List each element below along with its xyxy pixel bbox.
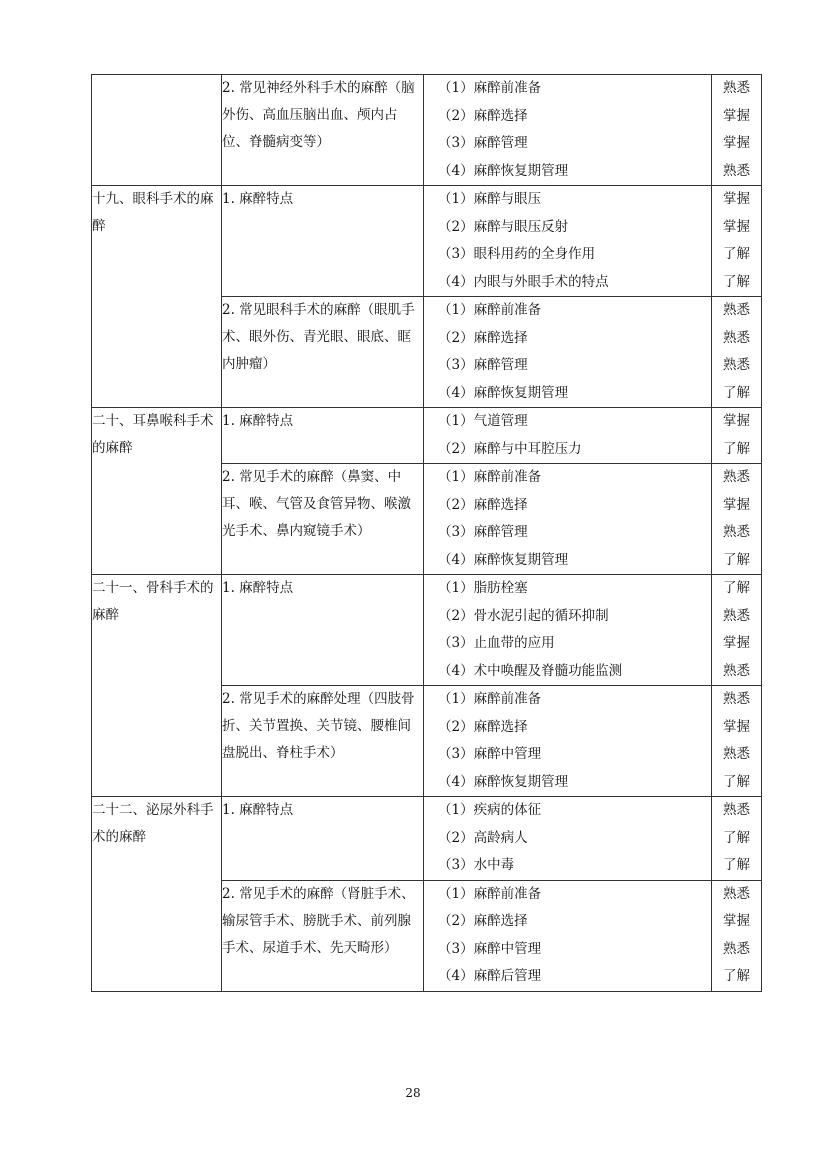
- requirement-level: 熟悉: [723, 357, 750, 373]
- topic-cell: 2. 常见神经外科手术的麻醉（脑外伤、高血压脑出血、颅内占位、脊髓病变等）: [222, 75, 424, 186]
- requirement-level: 了解: [723, 580, 750, 596]
- levels-cell: [712, 686, 762, 797]
- requirement-level: 掌握: [723, 413, 750, 429]
- content-item: （1）麻醉与眼压: [438, 191, 542, 207]
- requirement-level: 了解: [723, 773, 750, 790]
- content-item: （2）麻醉与眼压反射: [438, 218, 569, 235]
- requirement-level: 掌握: [723, 135, 750, 151]
- content-item: （3）麻醉管理: [438, 135, 528, 151]
- items-cell: [424, 575, 712, 686]
- levels-cell: [712, 797, 762, 881]
- unit-cell: 二十一、骨科手术的麻醉: [92, 575, 222, 797]
- levels-cell: [712, 880, 762, 991]
- content-item: （3）麻醉管理: [438, 357, 528, 373]
- content-item: （4）麻醉后管理: [438, 968, 542, 984]
- content-item: （4）麻醉恢复期管理: [438, 162, 569, 179]
- content-item: （3）止血带的应用: [438, 635, 555, 651]
- requirement-level: 熟悉: [723, 885, 750, 902]
- requirement-level: 熟悉: [723, 940, 750, 957]
- requirement-level: 熟悉: [723, 329, 750, 346]
- content-item: （1）疾病的体征: [438, 802, 542, 818]
- requirement-level: 掌握: [723, 107, 750, 124]
- items-cell: [424, 408, 712, 464]
- content-item: （1）麻醉前准备: [438, 885, 542, 902]
- syllabus-table-body: [92, 75, 762, 992]
- unit-cell: 二十二、泌尿外科手术的麻醉: [92, 797, 222, 992]
- topic-cell: 1. 麻醉特点: [222, 575, 424, 686]
- requirement-level: 了解: [723, 551, 750, 568]
- requirement-level: 掌握: [723, 191, 750, 207]
- requirement-level: 熟悉: [723, 662, 750, 679]
- items-cell: [424, 686, 712, 797]
- table-row: [92, 186, 762, 297]
- topic-cell: 1. 麻醉特点: [222, 408, 424, 464]
- content-item: （3）麻醉中管理: [438, 940, 542, 957]
- topic-cell: 2. 常见手术的麻醉（鼻窦、中耳、喉、气管及食管异物、喉激光手术、鼻内窥镜手术）: [222, 464, 424, 575]
- requirement-level: 了解: [723, 246, 750, 262]
- unit-cell: 二十、耳鼻喉科手术的麻醉: [92, 408, 222, 575]
- requirement-level: 了解: [723, 440, 750, 457]
- levels-cell: [712, 408, 762, 464]
- content-item: （2）麻醉选择: [438, 496, 528, 513]
- levels-cell: [712, 575, 762, 686]
- requirement-level: 掌握: [723, 218, 750, 235]
- requirement-level: 掌握: [723, 718, 750, 735]
- items-cell: [424, 75, 712, 186]
- table-row: [92, 75, 762, 186]
- content-item: （3）眼科用药的全身作用: [438, 246, 596, 262]
- items-cell: [424, 797, 712, 881]
- content-item: （1）麻醉前准备: [438, 469, 542, 485]
- content-item: （1）麻醉前准备: [438, 691, 542, 707]
- levels-cell: [712, 297, 762, 408]
- content-item: （4）麻醉恢复期管理: [438, 773, 569, 790]
- content-item: （4）麻醉恢复期管理: [438, 551, 569, 568]
- content-item: （3）麻醉中管理: [438, 746, 542, 762]
- levels-cell: [712, 75, 762, 186]
- items-cell: [424, 186, 712, 297]
- requirement-level: 熟悉: [723, 162, 750, 179]
- requirement-level: 了解: [723, 968, 750, 984]
- content-item: （4）内眼与外眼手术的特点: [438, 273, 609, 290]
- content-item: （1）麻醉前准备: [438, 80, 542, 96]
- content-item: （2）麻醉选择: [438, 329, 528, 346]
- levels-cell: [712, 186, 762, 297]
- requirement-level: 熟悉: [723, 607, 750, 624]
- unit-cell: [92, 75, 222, 186]
- items-cell: [424, 297, 712, 408]
- table-row: [92, 408, 762, 464]
- content-item: （2）骨水泥引起的循环抑制: [438, 607, 609, 624]
- content-item: （4）麻醉恢复期管理: [438, 384, 569, 401]
- requirement-level: 掌握: [723, 496, 750, 513]
- requirement-level: 了解: [723, 857, 750, 873]
- page-number: 28: [405, 1086, 421, 1100]
- content-item: （2）麻醉选择: [438, 107, 528, 124]
- requirement-level: 熟悉: [723, 80, 750, 96]
- content-item: （1）气道管理: [438, 413, 528, 429]
- levels-cell: [712, 464, 762, 575]
- requirement-level: 熟悉: [723, 524, 750, 540]
- syllabus-table: [91, 74, 762, 992]
- topic-cell: 1. 麻醉特点: [222, 797, 424, 881]
- requirement-level: 熟悉: [723, 469, 750, 485]
- content-item: （2）麻醉选择: [438, 913, 528, 929]
- topic-cell: 2. 常见手术的麻醉处理（四肢骨折、关节置换、关节镜、腰椎间盘脱出、脊柱手术）: [222, 686, 424, 797]
- content-item: （3）水中毒: [438, 857, 515, 873]
- requirement-level: 了解: [723, 384, 750, 401]
- requirement-level: 掌握: [723, 635, 750, 651]
- content-item: （1）麻醉前准备: [438, 302, 542, 318]
- items-cell: [424, 880, 712, 991]
- table-row: [92, 575, 762, 686]
- items-cell: [424, 464, 712, 575]
- content-item: （1）脂肪栓塞: [438, 580, 528, 596]
- content-item: （2）高龄病人: [438, 829, 528, 846]
- unit-cell: 十九、眼科手术的麻醉: [92, 186, 222, 408]
- topic-cell: 2. 常见眼科手术的麻醉（眼肌手术、眼外伤、青光眼、眼底、眶内肿瘤）: [222, 297, 424, 408]
- requirement-level: 熟悉: [723, 691, 750, 707]
- requirement-level: 掌握: [723, 913, 750, 929]
- content-item: （3）麻醉管理: [438, 524, 528, 540]
- requirement-level: 熟悉: [723, 802, 750, 818]
- requirement-level: 了解: [723, 829, 750, 846]
- content-item: （2）麻醉选择: [438, 718, 528, 735]
- content-item: （4）术中唤醒及脊髓功能监测: [438, 662, 623, 679]
- requirement-level: 了解: [723, 273, 750, 290]
- requirement-level: 熟悉: [723, 302, 750, 318]
- content-item: （2）麻醉与中耳腔压力: [438, 440, 582, 457]
- topic-cell: 2. 常见手术的麻醉（肾脏手术、输尿管手术、膀胱手术、前列腺手术、尿道手术、先天畸形）: [222, 880, 424, 991]
- topic-cell: 1. 麻醉特点: [222, 186, 424, 297]
- table-row: [92, 797, 762, 881]
- requirement-level: 熟悉: [723, 746, 750, 762]
